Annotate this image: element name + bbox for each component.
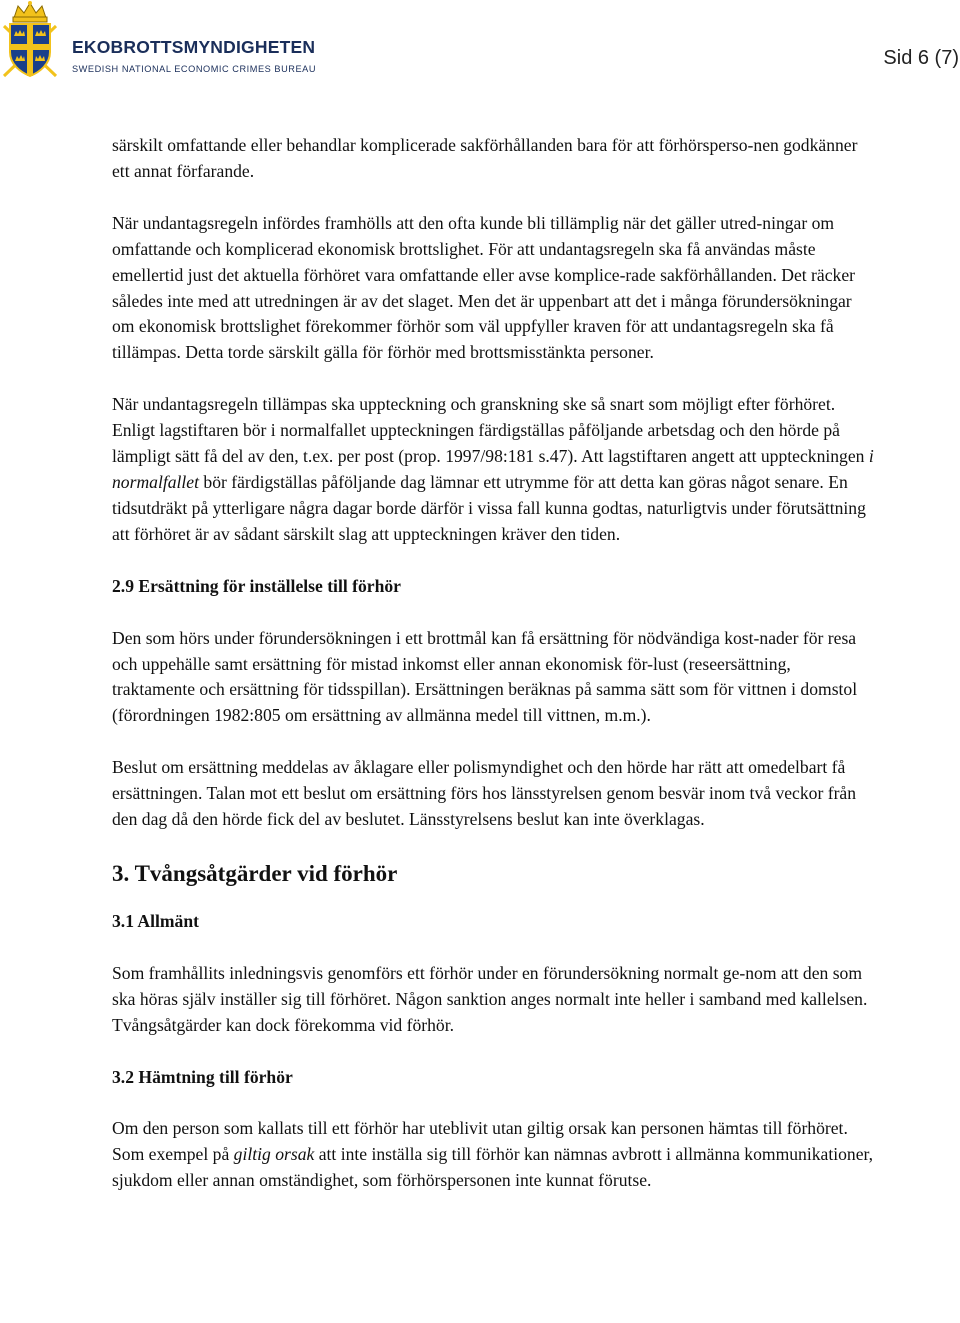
paragraph-5: Beslut om ersättning meddelas av åklagare eller polismyndighet och den hörde har rätt att omedelbart få ersättningen. Talan mot ett beslut om ersättning förs hos länsstyrelsen genom besvär inom två veckor från den dag då den hörde fick del av beslutet. Länsstyrelsens beslut kan inte överklagas. [112, 757, 857, 830]
paragraph-2: När undantagsregeln infördes framhölls att den ofta kunde bli tillämplig när det gäller utred-ningar om omfattande och komplicerad ekonomisk brottslighet. För att undantagsregeln ska få användas måste emellertid just det aktuella förhöret vara omfattande eller avse komplice-rade sakförhållanden. Det räcker således inte med att utredningen är av det slaget. Men det är uppenbart att det i många förundersökningar om ekonomisk brottslighet förekommer förhör som väl uppfyller kraven för att undantagsregeln ska få tillämpas. Detta torde särskilt gälla för förhör med brottsmisstänkta personer. [112, 212, 855, 363]
paragraph-6: Som framhållits inledningsvis genomförs ett förhör under en förundersökning normalt ge-nom att den som ska höras själv inställer sig till förhöret. Någon sanktion anges normalt inte heller i samband med kallelsen. Tvångsåtgärder kan dock förekomma vid förhör. [112, 962, 868, 1035]
paragraph-3 [112, 392, 878, 547]
heading-2-9: 2.9 Ersättning för inställelse till förhör [112, 575, 401, 596]
coat-of-arms-logo [0, 0, 60, 80]
page-header [0, 0, 960, 90]
agency-subtitle: SWEDISH NATIONAL ECONOMIC CRIMES BUREAU [72, 64, 317, 74]
paragraph-7 [112, 1116, 878, 1194]
heading-3-2: 3.2 Hämtning till förhör [112, 1066, 293, 1087]
paragraph-7-part-a: Om den person som kallats till ett förhör har uteblivit utan giltig orsak kan personen hämtas till förhöret. Som exempel på [112, 1118, 848, 1165]
agency-name: EKOBROTTSMYNDIGHETEN [72, 37, 316, 57]
heading-3: 3. Tvångsåtgärder vid förhör [112, 860, 398, 886]
paragraph-3-part-a: När undantagsregeln tillämpas ska uppteckning och granskning ske så snart som möjligt efter förhöret. Enligt lagstiftaren bör i normalfallet uppteckningen färdigställas påföljande arbetsdag och den hörde på lämpligt sätt få del av den, t.ex. per post (prop. 1997/98:181 s.47). Att lagstiftaren angett att uppteckningen [112, 394, 869, 467]
paragraph-3-emphasis: i normalfallet [112, 446, 874, 492]
paragraph-1: särskilt omfattande eller behandlar komplicerade sakförhållanden bara för att förhörsperso-nen godkänner ett annat förfarande. [112, 135, 858, 181]
paragraph-7-emphasis: giltig orsak [233, 1144, 315, 1165]
page-number: Sid 6 (7) [883, 47, 959, 69]
paragraph-7-part-b: att inte inställa sig till förhör kan nämnas avbrott i allmänna kommunikationer, sjukdom eller annan omständighet, som förhörspersonen inte kunnat förutse. [112, 1144, 874, 1191]
heading-3-1: 3.1 Allmänt [112, 910, 199, 931]
paragraph-3-part-b: bör färdigställas påföljande dag lämnar ett utrymme för att detta kan göras något senare. En tidsutdräkt på ytterligare några dagar borde därför i vissa fall kunna godtas, naturligtvis under förutsättning att förhöret är av sådant särskilt slag att uppteckningen kräver den tiden. [112, 471, 866, 544]
paragraph-4: Den som hörs under förundersökningen i ett brottmål kan få ersättning för nödvändiga kost-nader för resa och uppehälle samt ersättning för mistad inkomst eller annan ekonomisk för-lust (reseersättning, traktamente och ersättning för tidsspillan). Ersättningen beräknas på samma sätt som för vittnen i domstol (förordningen 1982:805 om ersättning av allmänna medel till vittnen, m.m.). [112, 627, 858, 726]
document-body [112, 133, 878, 1220]
